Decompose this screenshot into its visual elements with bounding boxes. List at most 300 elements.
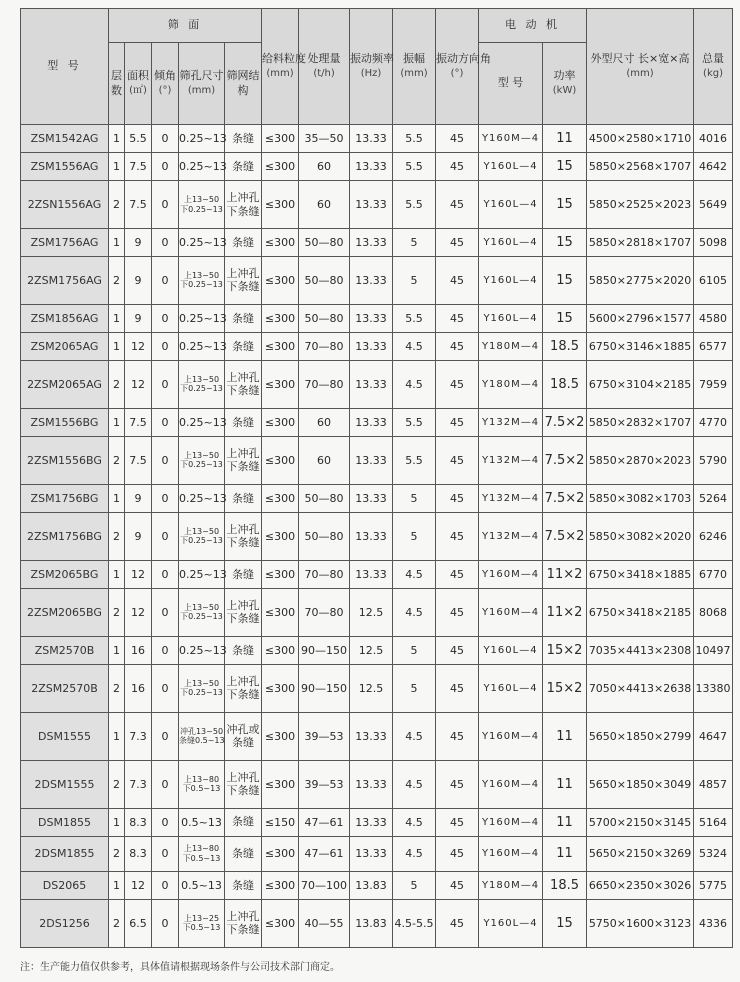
aperture-cell: 0.25~13 (179, 228, 225, 256)
layers-cell: 2 (109, 836, 125, 871)
header-power: 功率 (kW) (543, 43, 587, 125)
motor-cell: Y160M—4 (479, 560, 543, 588)
header-aperture: 筛孔尺寸 (mm) (179, 43, 225, 125)
capacity-cell: 40—55 (299, 899, 350, 947)
area-cell: 7.5 (125, 153, 152, 181)
aperture-cell: 0.25~13 (179, 125, 225, 153)
header-angle: 倾角 (°) (152, 43, 179, 125)
model-cell: DSM1555 (21, 712, 109, 760)
feed-cell: ≤300 (262, 228, 299, 256)
dims-cell: 6650×2350×3026 (587, 871, 694, 899)
table-body (21, 125, 733, 948)
mesh-cell: 上冲孔 下条缝 (225, 181, 262, 229)
freq-cell: 13.33 (350, 712, 393, 760)
layers-cell: 1 (109, 636, 125, 664)
weight-cell: 5324 (694, 836, 733, 871)
table-row (21, 484, 733, 512)
dims-cell: 5850×2568×1707 (587, 153, 694, 181)
direction-cell: 45 (436, 560, 479, 588)
angle-cell: 0 (152, 228, 179, 256)
area-cell: 8.3 (125, 808, 152, 836)
angle-cell: 0 (152, 436, 179, 484)
capacity-cell: 90—150 (299, 664, 350, 712)
angle-cell: 0 (152, 636, 179, 664)
feed-cell: ≤300 (262, 484, 299, 512)
feed-cell: ≤300 (262, 436, 299, 484)
area-cell: 12 (125, 588, 152, 636)
area-cell: 9 (125, 512, 152, 560)
direction-cell: 45 (436, 153, 479, 181)
angle-cell: 0 (152, 808, 179, 836)
dims-cell: 5700×2150×3145 (587, 808, 694, 836)
feed-cell: ≤300 (262, 712, 299, 760)
model-cell: 2DSM1855 (21, 836, 109, 871)
capacity-cell: 50—80 (299, 484, 350, 512)
angle-cell: 0 (152, 899, 179, 947)
layers-cell: 1 (109, 153, 125, 181)
amplitude-cell: 5.5 (393, 304, 436, 332)
dims-cell: 5850×2870×2023 (587, 436, 694, 484)
aperture-cell: 上13~50 下0.25~13 (179, 436, 225, 484)
header-screen-group: 筛 面 (109, 9, 262, 43)
aperture-cell: 0.25~13 (179, 153, 225, 181)
amplitude-cell: 5 (393, 871, 436, 899)
feed-cell: ≤150 (262, 808, 299, 836)
angle-cell: 0 (152, 512, 179, 560)
motor-cell: Y160L—4 (479, 228, 543, 256)
layers-cell: 1 (109, 712, 125, 760)
angle-cell: 0 (152, 712, 179, 760)
model-cell: 2ZSM1556BG (21, 436, 109, 484)
mesh-cell: 条缝 (225, 332, 262, 360)
dims-cell: 7035×4413×2308 (587, 636, 694, 664)
table-row (21, 636, 733, 664)
aperture-cell: 0.25~13 (179, 332, 225, 360)
header-freq: 振动频率 (Hz) (350, 9, 393, 125)
layers-cell: 2 (109, 360, 125, 408)
area-cell: 7.3 (125, 712, 152, 760)
power-cell: 7.5×2 (543, 436, 587, 484)
amplitude-cell: 5.5 (393, 181, 436, 229)
amplitude-cell: 4.5 (393, 560, 436, 588)
header-feed: 给料粒度 (mm) (262, 9, 299, 125)
layers-cell: 1 (109, 808, 125, 836)
dims-cell: 5850×2832×1707 (587, 408, 694, 436)
freq-cell: 13.33 (350, 256, 393, 304)
motor-cell: Y160L—4 (479, 304, 543, 332)
amplitude-cell: 4.5 (393, 808, 436, 836)
dims-cell: 4500×2580×1710 (587, 125, 694, 153)
dims-cell: 7050×4413×2638 (587, 664, 694, 712)
angle-cell: 0 (152, 588, 179, 636)
area-cell: 9 (125, 228, 152, 256)
weight-cell: 6577 (694, 332, 733, 360)
model-cell: 2ZSM2065BG (21, 588, 109, 636)
direction-cell: 45 (436, 664, 479, 712)
mesh-cell: 冲孔或 条缝 (225, 712, 262, 760)
amplitude-cell: 4.5 (393, 836, 436, 871)
freq-cell: 13.33 (350, 512, 393, 560)
feed-cell: ≤300 (262, 836, 299, 871)
capacity-cell: 70—80 (299, 360, 350, 408)
aperture-cell: 上13~25 下0.5~13 (179, 899, 225, 947)
area-cell: 5.5 (125, 125, 152, 153)
mesh-cell: 上冲孔 下条缝 (225, 360, 262, 408)
freq-cell: 13.33 (350, 760, 393, 808)
motor-cell: Y160L—4 (479, 636, 543, 664)
layers-cell: 1 (109, 560, 125, 588)
feed-cell: ≤300 (262, 304, 299, 332)
aperture-cell: 0.25~13 (179, 636, 225, 664)
amplitude-cell: 5 (393, 664, 436, 712)
direction-cell: 45 (436, 899, 479, 947)
feed-cell: ≤300 (262, 512, 299, 560)
angle-cell: 0 (152, 181, 179, 229)
motor-cell: Y160M—4 (479, 836, 543, 871)
capacity-cell: 50—80 (299, 256, 350, 304)
power-cell: 11 (543, 125, 587, 153)
direction-cell: 45 (436, 808, 479, 836)
model-cell: ZSM1556AG (21, 153, 109, 181)
feed-cell: ≤300 (262, 899, 299, 947)
direction-cell: 45 (436, 484, 479, 512)
table-row (21, 332, 733, 360)
motor-cell: Y160M—4 (479, 125, 543, 153)
motor-cell: Y160M—4 (479, 588, 543, 636)
direction-cell: 45 (436, 360, 479, 408)
header-layers: 层数 (109, 43, 125, 125)
header-model: 型 号 (21, 9, 109, 125)
area-cell: 7.5 (125, 436, 152, 484)
power-cell: 15×2 (543, 664, 587, 712)
capacity-cell: 47—61 (299, 808, 350, 836)
motor-cell: Y180M—4 (479, 871, 543, 899)
area-cell: 6.5 (125, 899, 152, 947)
weight-cell: 5649 (694, 181, 733, 229)
dims-cell: 5750×1600×3123 (587, 899, 694, 947)
table-row (21, 256, 733, 304)
amplitude-cell: 4.5-5.5 (393, 899, 436, 947)
direction-cell: 45 (436, 871, 479, 899)
model-cell: DSM1855 (21, 808, 109, 836)
direction-cell: 45 (436, 436, 479, 484)
table-row (21, 560, 733, 588)
power-cell: 7.5×2 (543, 484, 587, 512)
mesh-cell: 条缝 (225, 836, 262, 871)
motor-cell: Y180M—4 (479, 360, 543, 408)
table-row (21, 181, 733, 229)
area-cell: 9 (125, 484, 152, 512)
motor-cell: Y160M—4 (479, 808, 543, 836)
capacity-cell: 39—53 (299, 712, 350, 760)
amplitude-cell: 5 (393, 636, 436, 664)
weight-cell: 5164 (694, 808, 733, 836)
spec-table (20, 8, 733, 948)
freq-cell: 13.33 (350, 484, 393, 512)
area-cell: 12 (125, 360, 152, 408)
aperture-cell: 0.25~13 (179, 484, 225, 512)
area-cell: 12 (125, 871, 152, 899)
dims-cell: 5600×2796×1577 (587, 304, 694, 332)
header-direction: 振动方向角 (°) (436, 9, 479, 125)
feed-cell: ≤300 (262, 332, 299, 360)
dims-cell: 6750×3418×1885 (587, 560, 694, 588)
aperture-cell: 上13~80 下0.5~13 (179, 760, 225, 808)
weight-cell: 10497 (694, 636, 733, 664)
motor-cell: Y132M—4 (479, 512, 543, 560)
dims-cell: 5650×1850×2799 (587, 712, 694, 760)
weight-cell: 8068 (694, 588, 733, 636)
mesh-cell: 条缝 (225, 408, 262, 436)
motor-cell: Y160M—4 (479, 712, 543, 760)
aperture-cell: 冲孔13~50 条缝0.5~13 (179, 712, 225, 760)
table-row (21, 408, 733, 436)
angle-cell: 0 (152, 153, 179, 181)
capacity-cell: 50—80 (299, 512, 350, 560)
model-cell: ZSM1756BG (21, 484, 109, 512)
table-row (21, 512, 733, 560)
capacity-cell: 70—80 (299, 588, 350, 636)
direction-cell: 45 (436, 712, 479, 760)
amplitude-cell: 4.5 (393, 588, 436, 636)
header-mesh: 筛网结构 (225, 43, 262, 125)
aperture-cell: 上13~80 下0.5~13 (179, 836, 225, 871)
power-cell: 11×2 (543, 560, 587, 588)
direction-cell: 45 (436, 408, 479, 436)
direction-cell: 45 (436, 181, 479, 229)
model-cell: DS2065 (21, 871, 109, 899)
power-cell: 15 (543, 228, 587, 256)
aperture-cell: 上13~50 下0.25~13 (179, 181, 225, 229)
motor-cell: Y160M—4 (479, 760, 543, 808)
mesh-cell: 条缝 (225, 808, 262, 836)
aperture-cell: 上13~50 下0.25~13 (179, 360, 225, 408)
direction-cell: 45 (436, 228, 479, 256)
table-row (21, 871, 733, 899)
weight-cell: 4857 (694, 760, 733, 808)
amplitude-cell: 5 (393, 512, 436, 560)
feed-cell: ≤300 (262, 871, 299, 899)
weight-cell: 7959 (694, 360, 733, 408)
freq-cell: 13.33 (350, 332, 393, 360)
motor-cell: Y160L—4 (479, 153, 543, 181)
aperture-cell: 上13~50 下0.25~13 (179, 512, 225, 560)
model-cell: ZSM1856AG (21, 304, 109, 332)
area-cell: 7.5 (125, 408, 152, 436)
power-cell: 11 (543, 808, 587, 836)
direction-cell: 45 (436, 512, 479, 560)
aperture-cell: 0.25~13 (179, 560, 225, 588)
power-cell: 15 (543, 304, 587, 332)
power-cell: 18.5 (543, 871, 587, 899)
weight-cell: 4770 (694, 408, 733, 436)
angle-cell: 0 (152, 484, 179, 512)
model-cell: 2DSM1555 (21, 760, 109, 808)
dims-cell: 5650×1850×3049 (587, 760, 694, 808)
amplitude-cell: 4.5 (393, 712, 436, 760)
angle-cell: 0 (152, 560, 179, 588)
motor-cell: Y180M—4 (479, 332, 543, 360)
power-cell: 11 (543, 712, 587, 760)
mesh-cell: 上冲孔 下条缝 (225, 512, 262, 560)
weight-cell: 6246 (694, 512, 733, 560)
aperture-cell: 上13~50 下0.25~13 (179, 256, 225, 304)
header-motor-group: 电 动 机 (479, 9, 587, 43)
layers-cell: 2 (109, 760, 125, 808)
direction-cell: 45 (436, 332, 479, 360)
capacity-cell: 70—80 (299, 560, 350, 588)
weight-cell: 4336 (694, 899, 733, 947)
layers-cell: 1 (109, 304, 125, 332)
capacity-cell: 60 (299, 408, 350, 436)
freq-cell: 13.83 (350, 899, 393, 947)
area-cell: 9 (125, 304, 152, 332)
layers-cell: 2 (109, 512, 125, 560)
capacity-cell: 60 (299, 153, 350, 181)
angle-cell: 0 (152, 760, 179, 808)
model-cell: ZSM2065AG (21, 332, 109, 360)
direction-cell: 45 (436, 636, 479, 664)
layers-cell: 2 (109, 181, 125, 229)
power-cell: 11×2 (543, 588, 587, 636)
angle-cell: 0 (152, 304, 179, 332)
angle-cell: 0 (152, 664, 179, 712)
table-row (21, 153, 733, 181)
power-cell: 18.5 (543, 360, 587, 408)
dims-cell: 5850×2525×2023 (587, 181, 694, 229)
direction-cell: 45 (436, 304, 479, 332)
amplitude-cell: 5.5 (393, 125, 436, 153)
power-cell: 15 (543, 153, 587, 181)
power-cell: 18.5 (543, 332, 587, 360)
power-cell: 15 (543, 181, 587, 229)
table-row (21, 360, 733, 408)
dims-cell: 5850×2818×1707 (587, 228, 694, 256)
mesh-cell: 条缝 (225, 304, 262, 332)
angle-cell: 0 (152, 836, 179, 871)
angle-cell: 0 (152, 125, 179, 153)
table-row (21, 899, 733, 947)
capacity-cell: 50—80 (299, 304, 350, 332)
layers-cell: 2 (109, 588, 125, 636)
layers-cell: 2 (109, 899, 125, 947)
mesh-cell: 上冲孔 下条缝 (225, 760, 262, 808)
amplitude-cell: 5 (393, 228, 436, 256)
capacity-cell: 60 (299, 436, 350, 484)
mesh-cell: 条缝 (225, 228, 262, 256)
layers-cell: 2 (109, 256, 125, 304)
freq-cell: 13.33 (350, 560, 393, 588)
amplitude-cell: 5.5 (393, 408, 436, 436)
aperture-cell: 0.5~13 (179, 871, 225, 899)
table-row (21, 304, 733, 332)
power-cell: 15×2 (543, 636, 587, 664)
table-row (21, 588, 733, 636)
mesh-cell: 上冲孔 下条缝 (225, 436, 262, 484)
capacity-cell: 70—80 (299, 332, 350, 360)
header-capacity: 处理量 (t/h) (299, 9, 350, 125)
mesh-cell: 条缝 (225, 484, 262, 512)
capacity-cell: 50—80 (299, 228, 350, 256)
feed-cell: ≤300 (262, 408, 299, 436)
weight-cell: 5264 (694, 484, 733, 512)
area-cell: 12 (125, 560, 152, 588)
area-cell: 16 (125, 664, 152, 712)
amplitude-cell: 5 (393, 256, 436, 304)
angle-cell: 0 (152, 408, 179, 436)
dims-cell: 5850×3082×1703 (587, 484, 694, 512)
freq-cell: 13.33 (350, 436, 393, 484)
angle-cell: 0 (152, 360, 179, 408)
mesh-cell: 条缝 (225, 871, 262, 899)
freq-cell: 12.5 (350, 664, 393, 712)
table-row (21, 664, 733, 712)
freq-cell: 13.33 (350, 153, 393, 181)
dims-cell: 6750×3146×1885 (587, 332, 694, 360)
layers-cell: 1 (109, 408, 125, 436)
power-cell: 15 (543, 899, 587, 947)
freq-cell: 13.33 (350, 808, 393, 836)
footnote: 注：生产能力值仅供参考，具体值请根据现场条件与公司技术部门商定。 (20, 962, 340, 973)
area-cell: 12 (125, 332, 152, 360)
layers-cell: 1 (109, 484, 125, 512)
direction-cell: 45 (436, 256, 479, 304)
table-row (21, 836, 733, 871)
model-cell: 2ZSM2570B (21, 664, 109, 712)
layers-cell: 2 (109, 664, 125, 712)
motor-cell: Y132M—4 (479, 408, 543, 436)
angle-cell: 0 (152, 871, 179, 899)
layers-cell: 1 (109, 228, 125, 256)
feed-cell: ≤300 (262, 588, 299, 636)
mesh-cell: 上冲孔 下条缝 (225, 899, 262, 947)
weight-cell: 4580 (694, 304, 733, 332)
layers-cell: 1 (109, 125, 125, 153)
motor-cell: Y160L—4 (479, 256, 543, 304)
table-row (21, 125, 733, 153)
motor-cell: Y132M—4 (479, 436, 543, 484)
amplitude-cell: 5 (393, 484, 436, 512)
feed-cell: ≤300 (262, 760, 299, 808)
freq-cell: 12.5 (350, 588, 393, 636)
freq-cell: 13.33 (350, 304, 393, 332)
aperture-cell: 上13~50 下0.25~13 (179, 588, 225, 636)
feed-cell: ≤300 (262, 560, 299, 588)
layers-cell: 1 (109, 871, 125, 899)
freq-cell: 12.5 (350, 636, 393, 664)
layers-cell: 1 (109, 332, 125, 360)
header-dims: 外型尺寸 长×宽×高 (mm) (587, 9, 694, 125)
power-cell: 7.5×2 (543, 512, 587, 560)
direction-cell: 45 (436, 125, 479, 153)
aperture-cell: 0.25~13 (179, 304, 225, 332)
capacity-cell: 90—150 (299, 636, 350, 664)
motor-cell: Y132M—4 (479, 484, 543, 512)
amplitude-cell: 4.5 (393, 760, 436, 808)
mesh-cell: 条缝 (225, 153, 262, 181)
area-cell: 8.3 (125, 836, 152, 871)
table-row (21, 436, 733, 484)
table-row (21, 760, 733, 808)
amplitude-cell: 4.5 (393, 360, 436, 408)
feed-cell: ≤300 (262, 256, 299, 304)
feed-cell: ≤300 (262, 125, 299, 153)
header-area: 面积 (㎡) (125, 43, 152, 125)
feed-cell: ≤300 (262, 181, 299, 229)
weight-cell: 5098 (694, 228, 733, 256)
table-row (21, 808, 733, 836)
weight-cell: 5790 (694, 436, 733, 484)
